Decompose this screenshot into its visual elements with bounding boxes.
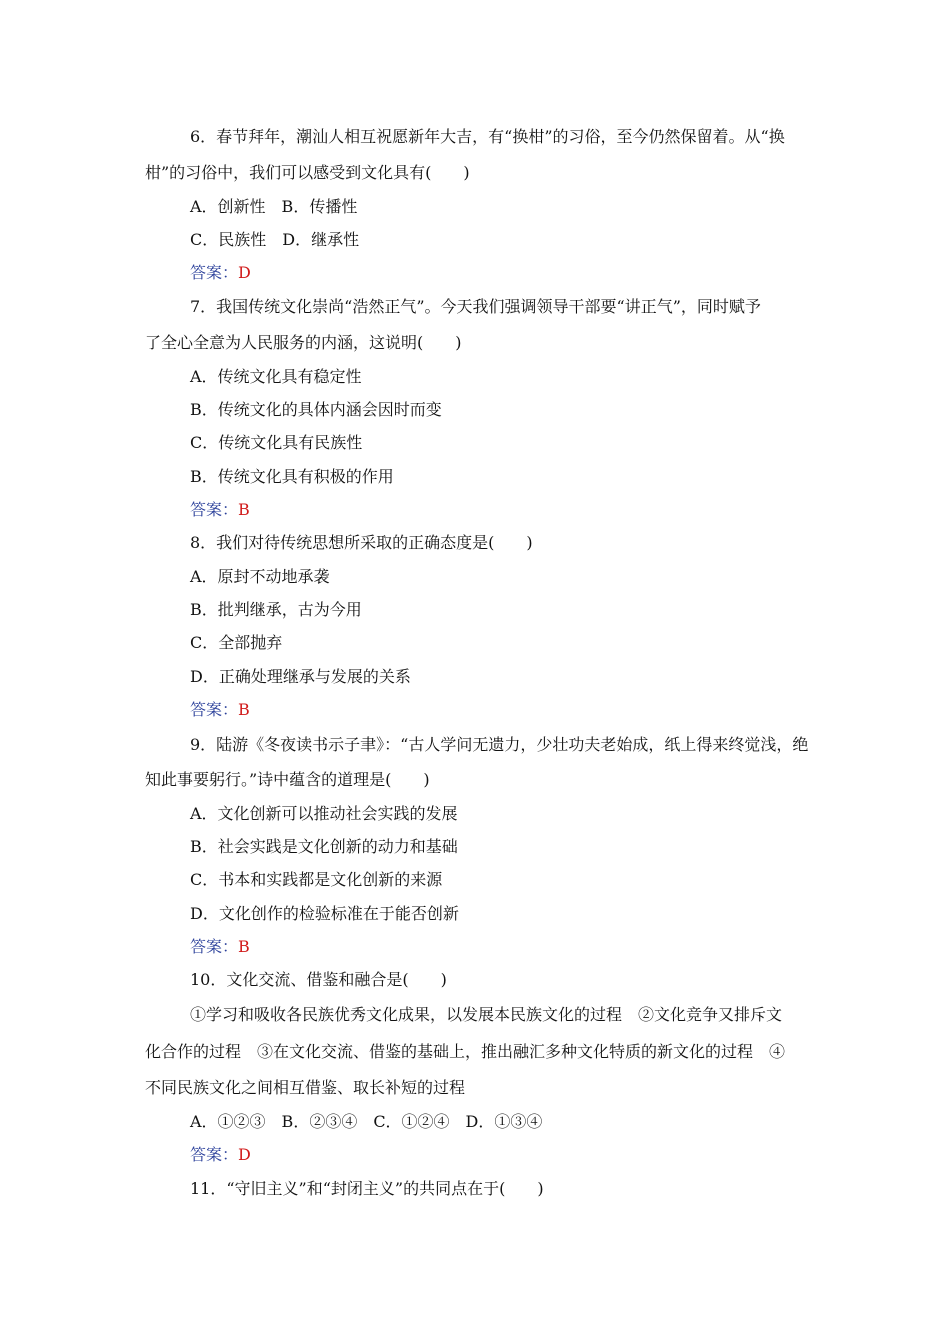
question-10-line-4: 不同民族文化之间相互借鉴、取长补短的过程 xyxy=(145,1078,466,1097)
question-8-option-c: C．全部抛弃 xyxy=(190,633,283,652)
question-9-answer xyxy=(190,937,250,957)
question-6-answer xyxy=(190,263,251,283)
question-9-option-d: D．文化创作的检验标准在于能否创新 xyxy=(190,904,459,923)
question-9-line-1: 9．陆游《冬夜读书示子聿》：“古人学问无遗力，少壮功夫老始成，纸上得来终觉浅，绝 xyxy=(190,735,809,754)
answer-value: D xyxy=(238,263,251,282)
question-7-option-c: C．传统文化具有民族性 xyxy=(190,433,363,452)
question-9-option-c: C．书本和实践都是文化创新的来源 xyxy=(190,870,443,889)
question-6-options-ab: A．创新性 B．传播性 xyxy=(190,197,358,216)
question-10-answer xyxy=(190,1145,251,1165)
question-11-line-1: 11．“守旧主义”和“封闭主义”的共同点在于( ) xyxy=(190,1179,544,1198)
question-8-option-a: A．原封不动地承袭 xyxy=(190,567,330,586)
question-7-option-b: B．传统文化的具体内涵会因时而变 xyxy=(190,400,442,419)
question-6-options-cd: C．民族性 D．继承性 xyxy=(190,230,360,249)
question-10-line-2: ①学习和吸收各民族优秀文化成果，以发展本民族文化的过程 ②文化竞争又排斥文 xyxy=(190,1005,783,1024)
answer-label: 答案： xyxy=(190,937,239,956)
question-7-option-a: A．传统文化具有稳定性 xyxy=(190,367,362,386)
answer-value: B xyxy=(238,937,250,956)
question-6-line-2: 柑”的习俗中，我们可以感受到文化具有( ) xyxy=(145,163,470,182)
question-6-line-1: 6．春节拜年，潮汕人相互祝愿新年大吉，有“换柑”的习俗，至今仍然保留着。从“换 xyxy=(190,127,785,146)
answer-label: 答案： xyxy=(190,1145,239,1164)
answer-value: B xyxy=(238,700,250,719)
question-10-line-1: 10．文化交流、借鉴和融合是( ) xyxy=(190,970,447,989)
question-10-options: A．①②③ B．②③④ C．①②④ D．①③④ xyxy=(190,1112,543,1131)
question-7-answer xyxy=(190,500,250,520)
answer-label: 答案： xyxy=(190,500,239,519)
question-8-option-b: B．批判继承，古为今用 xyxy=(190,600,362,619)
question-8-line-1: 8．我们对待传统思想所采取的正确态度是( ) xyxy=(190,533,533,552)
question-8-option-d: D．正确处理继承与发展的关系 xyxy=(190,667,411,686)
question-7-line-1: 7．我国传统文化崇尚“浩然正气”。今天我们强调领导干部要“讲正气”，同时赋予 xyxy=(190,297,761,316)
question-9-option-a: A．文化创新可以推动社会实践的发展 xyxy=(190,804,458,823)
question-9-line-2: 知此事要躬行。”诗中蕴含的道理是( ) xyxy=(145,770,430,789)
question-9-option-b: B．社会实践是文化创新的动力和基础 xyxy=(190,837,458,856)
question-7-line-2: 了全心全意为人民服务的内涵，这说明( ) xyxy=(145,333,462,352)
answer-value: B xyxy=(238,500,250,519)
question-10-line-3: 化合作的过程 ③在文化交流、借鉴的基础上，推出融汇多种文化特质的新文化的过程 ④ xyxy=(145,1042,786,1061)
question-7-option-d: B．传统文化具有积极的作用 xyxy=(190,467,394,486)
answer-label: 答案： xyxy=(190,263,239,282)
answer-value: D xyxy=(238,1145,251,1164)
answer-label: 答案： xyxy=(190,700,239,719)
question-8-answer xyxy=(190,700,250,720)
